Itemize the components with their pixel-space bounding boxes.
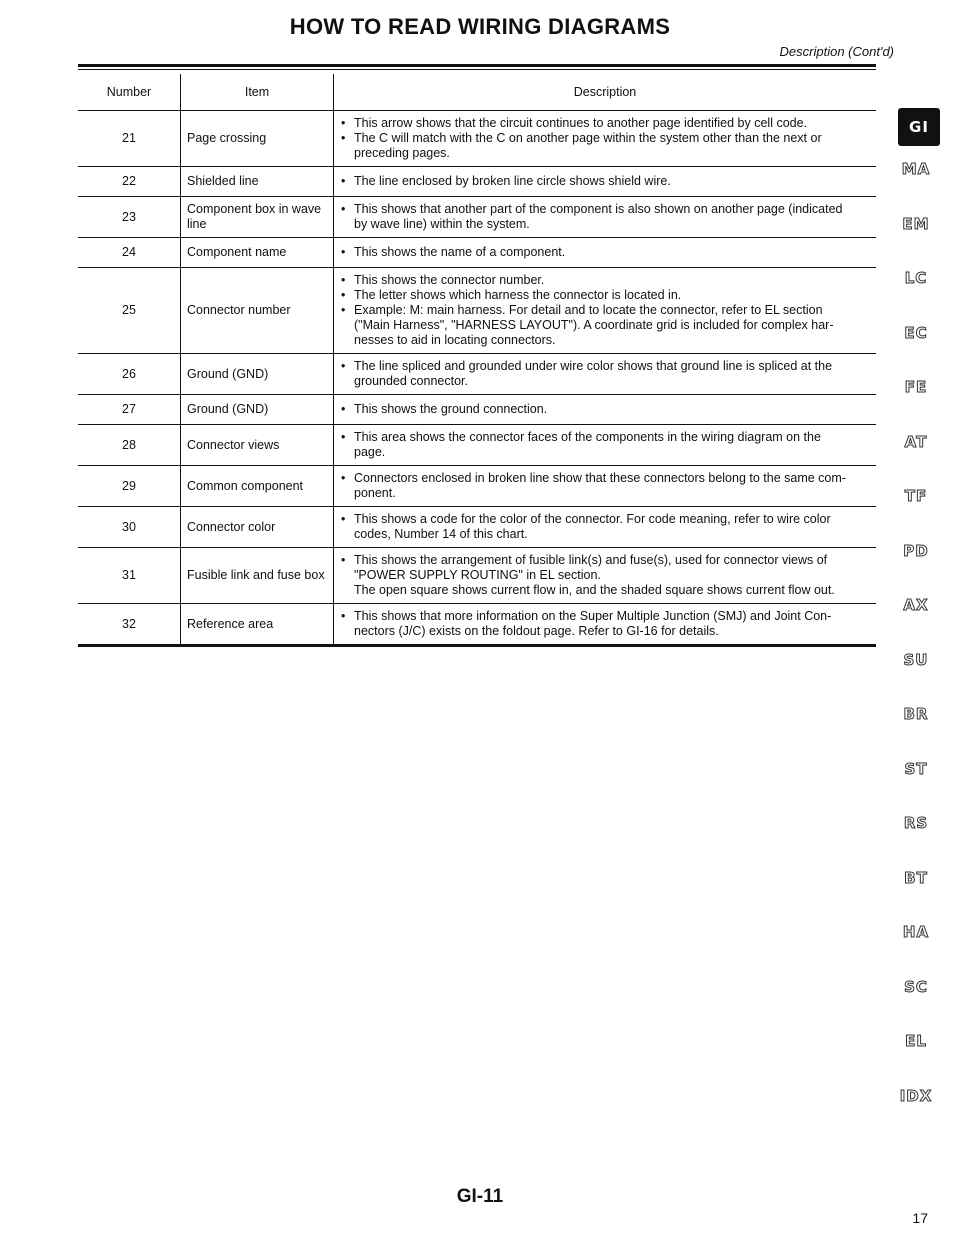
- section-tab-ma[interactable]: MA: [901, 160, 931, 178]
- row-item: Reference area: [181, 604, 334, 646]
- section-tab-lc[interactable]: LC: [904, 269, 928, 287]
- description-line: grounded connector.: [354, 374, 468, 388]
- header-number: Number: [78, 74, 181, 111]
- description-line: nectors (J/C) exists on the foldout page. Refer to GI-16 for details.: [354, 624, 719, 638]
- description-line: codes, Number 14 of this chart.: [354, 527, 528, 541]
- section-tab-at[interactable]: AT: [904, 432, 928, 451]
- row-item: Fusible link and fuse box: [181, 548, 334, 604]
- description-bullet: • This shows the ground connection.: [340, 402, 870, 417]
- description-bullet: • This arrow shows that the circuit continues to another page identified by cell code.: [340, 116, 870, 131]
- row-item: Connector color: [181, 507, 334, 548]
- table-row: [78, 466, 876, 507]
- section-tab-em[interactable]: EM: [902, 214, 930, 233]
- section-tab-idx[interactable]: IDX: [899, 1086, 933, 1105]
- section-tab-ax[interactable]: AX: [903, 596, 929, 614]
- row-number: 31: [78, 548, 181, 604]
- section-tab-rs[interactable]: RS: [903, 814, 929, 832]
- row-number: 29: [78, 466, 181, 507]
- description-bullet: • Example: M: main harness. For detail and to locate the connector, refer to EL section: [340, 303, 870, 318]
- row-item: Connector views: [181, 425, 334, 466]
- table-row: [78, 167, 876, 197]
- row-description: [334, 548, 877, 604]
- section-tab-el[interactable]: EL: [905, 1032, 927, 1050]
- description-bullet: • The line enclosed by broken line circle shows shield wire.: [340, 174, 870, 189]
- description-bullet: • This shows the name of a component.: [340, 245, 870, 260]
- section-tab-su[interactable]: SU: [903, 650, 929, 669]
- section-tab-ec[interactable]: EC: [904, 323, 928, 342]
- row-item: Component box in wave line: [181, 197, 334, 238]
- section-tab-fe[interactable]: FE: [904, 378, 928, 396]
- description-bullet: • The C will match with the C on another page within the system other than the next or: [340, 131, 870, 146]
- description-bullet: • This shows the connector number.: [340, 273, 870, 288]
- table-row: [78, 238, 876, 268]
- description-line: "POWER SUPPLY ROUTING" in EL section.: [354, 568, 601, 582]
- row-item: Ground (GND): [181, 395, 334, 425]
- row-item: Ground (GND): [181, 354, 334, 395]
- description-line: preceding pages.: [354, 146, 450, 160]
- row-number: 21: [78, 111, 181, 167]
- description-line: ponent.: [354, 486, 396, 500]
- table-row: [78, 604, 876, 646]
- section-tab-tf[interactable]: TF: [904, 487, 928, 505]
- corner-number: 17: [912, 1210, 928, 1226]
- section-tab-ha[interactable]: HA: [902, 923, 930, 941]
- description-bullet: • This shows a code for the color of the connector. For code meaning, refer to wire color: [340, 512, 870, 527]
- section-tab-gi[interactable]: GI: [898, 108, 940, 146]
- row-number: 27: [78, 395, 181, 425]
- row-item: Connector number: [181, 268, 334, 354]
- table-row: [78, 507, 876, 548]
- row-description: [334, 604, 877, 646]
- row-description: [334, 425, 877, 466]
- page-title: HOW TO READ WIRING DIAGRAMS: [289, 14, 671, 39]
- description-line: by wave line) within the system.: [354, 217, 530, 231]
- row-number: 30: [78, 507, 181, 548]
- section-tab-sc[interactable]: SC: [904, 977, 928, 996]
- row-description: [334, 111, 877, 167]
- description-bullet: • This area shows the connector faces of the components in the wiring diagram on the: [340, 430, 870, 445]
- section-tab-st[interactable]: ST: [904, 759, 928, 778]
- table-body: [78, 111, 876, 646]
- row-description: [334, 354, 877, 395]
- row-number: 26: [78, 354, 181, 395]
- row-number: 25: [78, 268, 181, 354]
- row-number: 28: [78, 425, 181, 466]
- description-bullet: • This shows the arrangement of fusible link(s) and fuse(s), used for connector views of: [340, 553, 870, 568]
- row-description: [334, 507, 877, 548]
- table-row: [78, 354, 876, 395]
- header-description: Description: [334, 74, 877, 111]
- description-line: page.: [354, 445, 386, 459]
- row-description: [334, 268, 877, 354]
- table-row: [78, 111, 876, 167]
- description-line: The open square shows current flow in, and the shaded square shows current flow out.: [354, 583, 835, 597]
- section-tab-bt[interactable]: BT: [904, 868, 928, 887]
- row-item: Component name: [181, 238, 334, 268]
- row-description: [334, 238, 877, 268]
- row-item: Common component: [181, 466, 334, 507]
- description-bullet: • The line spliced and grounded under wire color shows that ground line is spliced at the: [340, 359, 870, 374]
- description-bullet: • The letter shows which harness the connector is located in.: [340, 288, 870, 303]
- row-item: Page crossing: [181, 111, 334, 167]
- description-table: [78, 74, 876, 647]
- row-description: [334, 197, 877, 238]
- table-header-row: [78, 74, 876, 111]
- description-bullet: • This shows that another part of the component is also shown on another page (indicated: [340, 202, 870, 217]
- row-number: 23: [78, 197, 181, 238]
- row-number: 24: [78, 238, 181, 268]
- description-line: nesses to aid in locating connectors.: [354, 333, 556, 347]
- table-row: [78, 268, 876, 354]
- top-rule: [78, 64, 876, 70]
- section-tab-pd[interactable]: PD: [903, 541, 929, 560]
- row-number: 32: [78, 604, 181, 646]
- header-item: Item: [181, 74, 334, 111]
- row-description: [334, 167, 877, 197]
- table-row: [78, 548, 876, 604]
- row-number: 22: [78, 167, 181, 197]
- table-row: [78, 395, 876, 425]
- description-bullet: • Connectors enclosed in broken line show that these connectors belong to the same com-: [340, 471, 870, 486]
- row-description: [334, 395, 877, 425]
- description-bullet: • This shows that more information on the Super Multiple Junction (SMJ) and Joint Con-: [340, 609, 870, 624]
- page-number: GI-11: [456, 1186, 504, 1207]
- table-row: [78, 197, 876, 238]
- row-description: [334, 466, 877, 507]
- description-line: ("Main Harness", "HARNESS LAYOUT"). A coordinate grid is included for complex har-: [354, 318, 834, 332]
- row-item: Shielded line: [181, 167, 334, 197]
- table-row: [78, 425, 876, 466]
- section-tab-br[interactable]: BR: [903, 705, 929, 723]
- page-subtitle: Description (Cont'd): [779, 44, 894, 59]
